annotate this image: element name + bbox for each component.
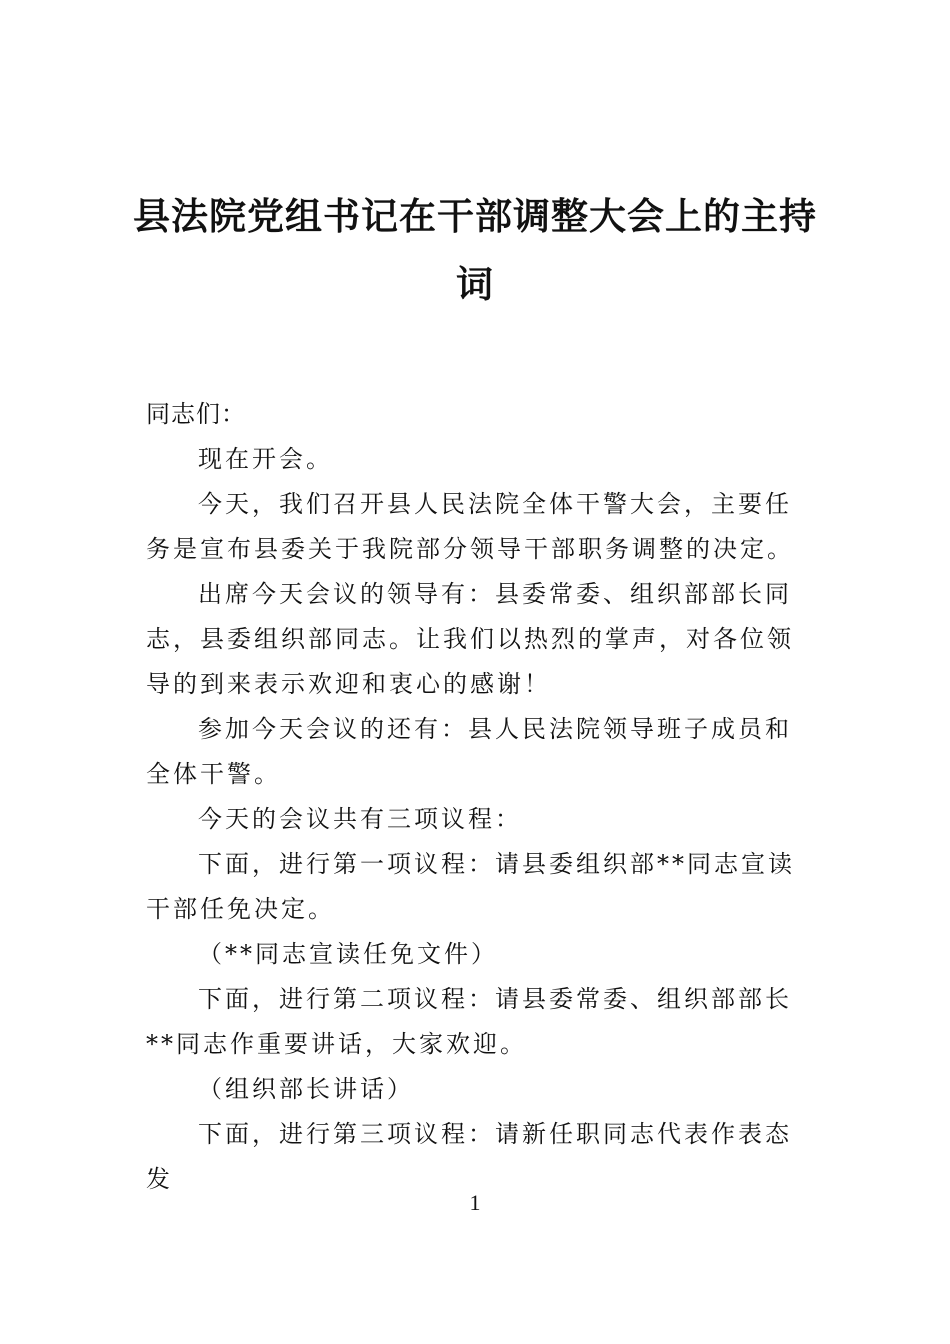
document-title-line-2: 词 [456, 262, 494, 306]
paragraph: （组织部长讲话） [198, 1075, 414, 1103]
document-title-line-1: 县法院党组书记在干部调整大会上的主持 [133, 194, 817, 238]
paragraph: 下面，进行第二项议程：请县委常委、组织部部长**同志作重要讲话，大家欢迎。 [146, 985, 792, 1058]
paragraph: 参加今天会议的还有：县人民法院领导班子成员和全体干警。 [146, 715, 792, 788]
paragraph: 今天的会议共有三项议程： [198, 805, 522, 833]
paragraph: （**同志宣读任免文件） [198, 940, 498, 968]
paragraph: 下面，进行第三项议程：请新任职同志代表作表态发 [146, 1120, 792, 1193]
paragraph: 出席今天会议的领导有：县委常委、组织部部长同志，县委组织部同志。让我们以热烈的掌声，对各位领导的到来表示欢迎和衷心的感谢！ [146, 580, 794, 698]
paragraph: 现在开会。 [198, 445, 333, 473]
paragraph: 今天，我们召开县人民法院全体干警大会，主要任务是宣布县委关于我院部分领导干部职务调整的决定。 [146, 490, 794, 563]
salutation: 同志们： [146, 400, 246, 428]
page-number: 1 [469, 1190, 481, 1215]
document-body [146, 392, 811, 1202]
paragraph: 下面，进行第一项议程：请县委组织部**同志宣读干部任免决定。 [146, 850, 795, 923]
